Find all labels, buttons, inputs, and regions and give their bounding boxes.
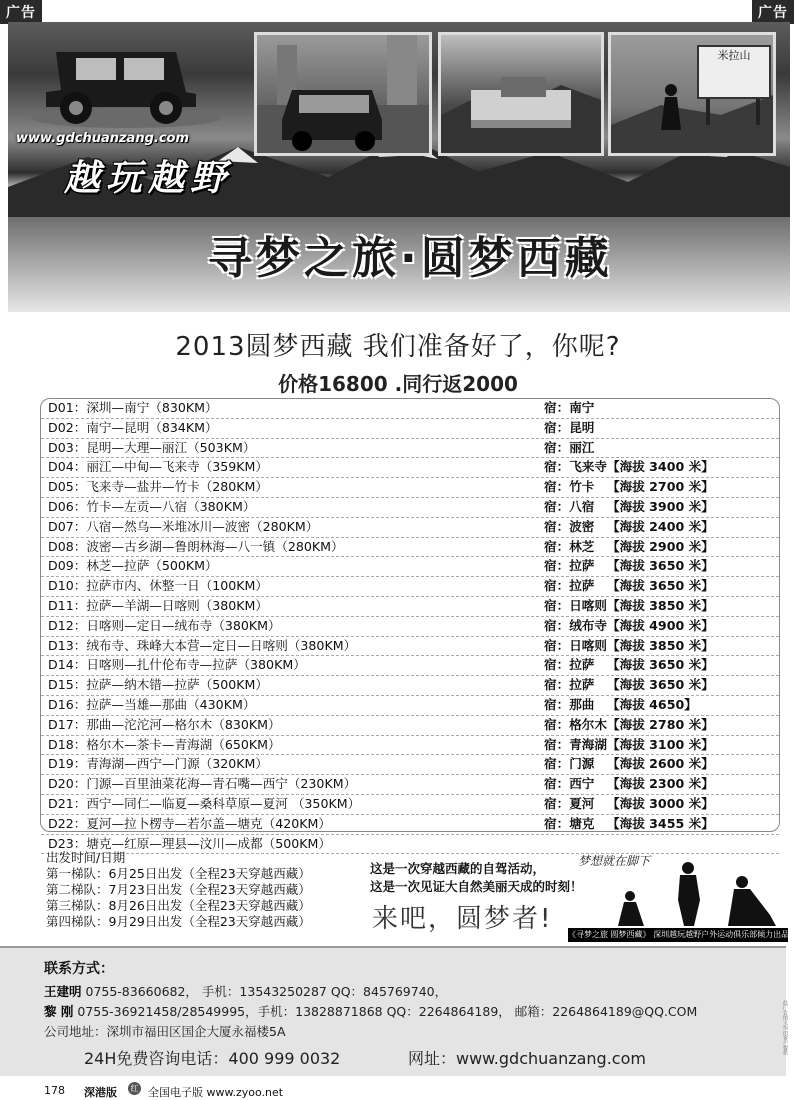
itinerary-route: D04：丽江—中甸—飞来寺（359KM） [48, 459, 269, 475]
itinerary-route: D13：绒布寺、珠峰大本营—定日—日喀则（380KM） [48, 637, 357, 653]
itinerary-route: D23：塘克—红原—理县—汶川—成都（500KM） [48, 835, 331, 851]
contact-name: 黎 刚 [44, 1004, 74, 1019]
itinerary-row [41, 656, 779, 676]
itinerary-route: D22：夏河—拉卜楞寺—若尔盖—塘克（420KM） [48, 815, 331, 831]
hero-banner [8, 22, 790, 312]
contact-title: 联系方式： [44, 961, 114, 977]
ad-tag-left: 广告 [0, 0, 42, 24]
itinerary-stay: 宿：格尔木 [544, 716, 607, 732]
note-block [370, 860, 583, 896]
itinerary-stay: 宿：八宿 [544, 498, 595, 514]
itinerary-row [41, 676, 779, 696]
itinerary-row [41, 716, 779, 736]
itinerary-row [41, 538, 779, 558]
itinerary-stay: 宿：南宁 [544, 400, 595, 415]
road-sign: 米拉山 [697, 45, 771, 99]
photo-street-jeep [254, 32, 432, 156]
itinerary-route: D06：竹卡—左贡—八宿（380KM） [48, 498, 256, 514]
itinerary-alt: 【海拔 2700 米】 [607, 479, 714, 495]
itinerary-route: D16：拉萨—当雄—那曲（430KM） [48, 696, 256, 712]
itinerary-alt: 【海拔 3900 米】 [607, 498, 714, 514]
itinerary-route: D19：青海湖—西宁—门源（320KM） [48, 756, 269, 772]
itinerary-route: D15：拉萨—纳木错—拉萨（500KM） [48, 677, 269, 693]
schedule-item: 第二梯队：7月23日出发（全程23天穿越西藏） [46, 882, 311, 897]
itinerary-alt: 【海拔 3850 米】 [607, 637, 714, 653]
itinerary-alt: 【海拔 3650 米】 [607, 578, 714, 594]
logo-url: www.gdchuanzang.com [16, 131, 190, 146]
itinerary-row [41, 736, 779, 756]
itinerary-alt: 【海拔 2400 米】 [607, 518, 714, 534]
ad-tag-right: 广告 [752, 0, 794, 24]
itinerary-stay: 宿：拉萨 [544, 558, 595, 574]
contact-name: 王建明 [44, 984, 82, 999]
itinerary-alt: 【海拔 3650 米】 [607, 677, 714, 693]
itinerary-stay: 宿：飞来寺 [544, 459, 607, 475]
hotline: 24H免费咨询电话：400 999 0032 [84, 1049, 341, 1068]
itinerary-route: D07：八宿—然乌—米堆冰川—波密（280KM） [48, 518, 319, 534]
itinerary-stay: 宿：门源 [544, 756, 595, 772]
itinerary-alt: 【海拔 2600 米】 [607, 756, 714, 772]
club-credit-band: 《寻梦之旅 圆梦西藏》 深圳越玩越野户外运动俱乐部倾力出品！ [568, 928, 788, 942]
itinerary-route: D09：林芝—拉萨（500KM） [48, 558, 218, 574]
itinerary-stay: 宿：日喀则 [544, 597, 607, 613]
itinerary-route: D03：昆明—大理—丽江（503KM） [48, 439, 256, 455]
itinerary-route: D21：西宁—同仁—临夏—桑科草原—夏河 （350KM） [48, 795, 361, 811]
schedule-item: 第一梯队：6月25日出发（全程23天穿越西藏） [46, 866, 311, 881]
itinerary-row [41, 696, 779, 716]
slogan-main: 越玩越野 [64, 158, 233, 199]
itinerary-alt: 【海拔 3100 米】 [607, 736, 714, 752]
itinerary-alt: 【海拔 3650 米】 [607, 558, 714, 574]
contact-panel [0, 946, 786, 1076]
schedule-title: 出发时间/日期 [46, 850, 126, 865]
itinerary-route: D12：日喀则—定日—绒布寺（380KM） [48, 617, 281, 633]
company-address: 公司地址：深圳市福田区国企大厦永福楼5A [44, 1024, 286, 1039]
contact-line-1 [44, 982, 447, 1000]
itinerary-route: D01：深圳—南宁（830KM） [48, 400, 218, 415]
club-logo [16, 32, 246, 152]
cheer-text: 来吧，圆梦者! [372, 904, 553, 934]
itinerary-stay: 宿：波密 [544, 518, 595, 534]
itinerary-row [41, 557, 779, 577]
itinerary-route: D14：日喀则—扎什伦布寺—拉萨（380KM） [48, 657, 306, 673]
itinerary-stay: 宿：拉萨 [544, 657, 595, 673]
itinerary-stay: 宿：那曲 [544, 696, 595, 712]
contact-line-2 [44, 1002, 697, 1020]
itinerary-row [41, 399, 779, 419]
edition-badge-icon: 红 [128, 1082, 141, 1095]
contact-details: 0755-36921458/28549995，手机：13828871868 QQ：2264864189， 邮箱：2264864189@QQ.COM [73, 1004, 698, 1019]
photo-potala-palace [438, 32, 604, 156]
itinerary-stay: 宿：林芝 [544, 538, 595, 554]
itinerary-alt: 【海拔 3650 米】 [607, 657, 714, 673]
itinerary-stay: 宿：塘克 [544, 815, 595, 831]
itinerary-route: D18：格尔木—茶卡—青海湖（650KM） [48, 736, 281, 752]
itinerary-alt: 【海拔 3455 米】 [607, 815, 714, 831]
dream-text: 梦想就在脚下 [578, 854, 651, 868]
itinerary-route: D02：南宁—昆明（834KM） [48, 419, 218, 435]
itinerary-alt: 【海拔 3000 米】 [607, 795, 714, 811]
edition-label: 深港版 [84, 1086, 117, 1099]
photo-mountain-pass [608, 32, 776, 156]
slogan-sub: 寻梦之旅·圆梦西藏 [208, 233, 613, 284]
jeep-icon [16, 32, 216, 132]
itinerary-stay: 宿：日喀则 [544, 637, 607, 653]
itinerary-stay: 宿：竹卡 [544, 479, 595, 495]
itinerary-stay: 宿：青海湖 [544, 736, 607, 752]
website-link[interactable]: 网址：www.gdchuanzang.com [408, 1049, 646, 1068]
itinerary-route: D08：波密—古乡湖—鲁朗林海—八一镇（280KM） [48, 538, 344, 554]
itinerary-route: D10：拉萨市内、休整一日（100KM） [48, 578, 269, 594]
itinerary-stay: 宿：夏河 [544, 795, 595, 811]
schedule-item: 第四梯队：9月29日出发（全程23天穿越西藏） [46, 914, 311, 929]
page-footer [0, 1080, 796, 1100]
price-line: 价格16800 .同行返2000 [278, 372, 518, 396]
page-number: 178 [44, 1084, 65, 1097]
itinerary-route: D05：飞来寺—盐井—竹卡（280KM） [48, 479, 269, 495]
itinerary-row [41, 518, 779, 538]
itinerary-stay: 宿：丽江 [544, 439, 595, 455]
itinerary-alt: 【海拔 4900 米】 [607, 617, 714, 633]
itinerary-row [41, 577, 779, 597]
itinerary-alt: 【海拔 3850 米】 [607, 597, 714, 613]
itinerary-row [41, 755, 779, 775]
itinerary-route: D20：门源—百里油菜花海—青石嘴—西宁（230KM） [48, 776, 357, 792]
itinerary-row [41, 637, 779, 657]
itinerary-alt: 【海拔 2780 米】 [607, 716, 714, 732]
itinerary-row [41, 815, 779, 835]
headline: 2013圆梦西藏 我们准备好了，你呢? [175, 332, 621, 362]
itinerary-stay: 宿：绒布寺 [544, 617, 607, 633]
itinerary-stay: 宿：拉萨 [544, 677, 595, 693]
schedule-item: 第三梯队：8月26日出发（全程23天穿越西藏） [46, 898, 311, 913]
itinerary-stay: 宿：拉萨 [544, 578, 595, 594]
itinerary-row [41, 419, 779, 439]
itinerary-alt: 【海拔 2900 米】 [607, 538, 714, 554]
itinerary-row [41, 439, 779, 459]
itinerary-row [41, 795, 779, 815]
itinerary-stay: 宿：西宁 [544, 776, 595, 792]
itinerary-alt: 【海拔 4650】 [607, 696, 697, 712]
itinerary-row [41, 597, 779, 617]
itinerary-row [41, 478, 779, 498]
contact-details: 0755-83660682， 手机：13543250287 QQ：845769740， [81, 984, 448, 999]
itinerary-row [41, 775, 779, 795]
side-disclaimer: 此广告图文均由客户提供 [782, 1000, 788, 1055]
note-line: 这是一次见证大自然美丽天成的时刻！ [370, 879, 583, 894]
itinerary-row [41, 617, 779, 637]
itinerary-alt: 【海拔 2300 米】 [607, 776, 714, 792]
itinerary-alt: 【海拔 3400 米】 [607, 459, 714, 475]
national-edition: 全国电子版 www.zyoo.net [148, 1086, 284, 1099]
schedule-block [46, 850, 311, 930]
itinerary-row [41, 458, 779, 478]
itinerary-table [40, 398, 780, 851]
itinerary-route: D17：那曲—沱沱河—格尔木（830KM） [48, 716, 281, 732]
hikers-silhouette [600, 860, 786, 930]
itinerary-stay: 宿：昆明 [544, 419, 595, 435]
itinerary-route: D11：拉萨—羊湖—日喀则（380KM） [48, 597, 269, 613]
note-line: 这是一次穿越西藏的自驾活动， [370, 861, 546, 876]
itinerary-row [41, 498, 779, 518]
